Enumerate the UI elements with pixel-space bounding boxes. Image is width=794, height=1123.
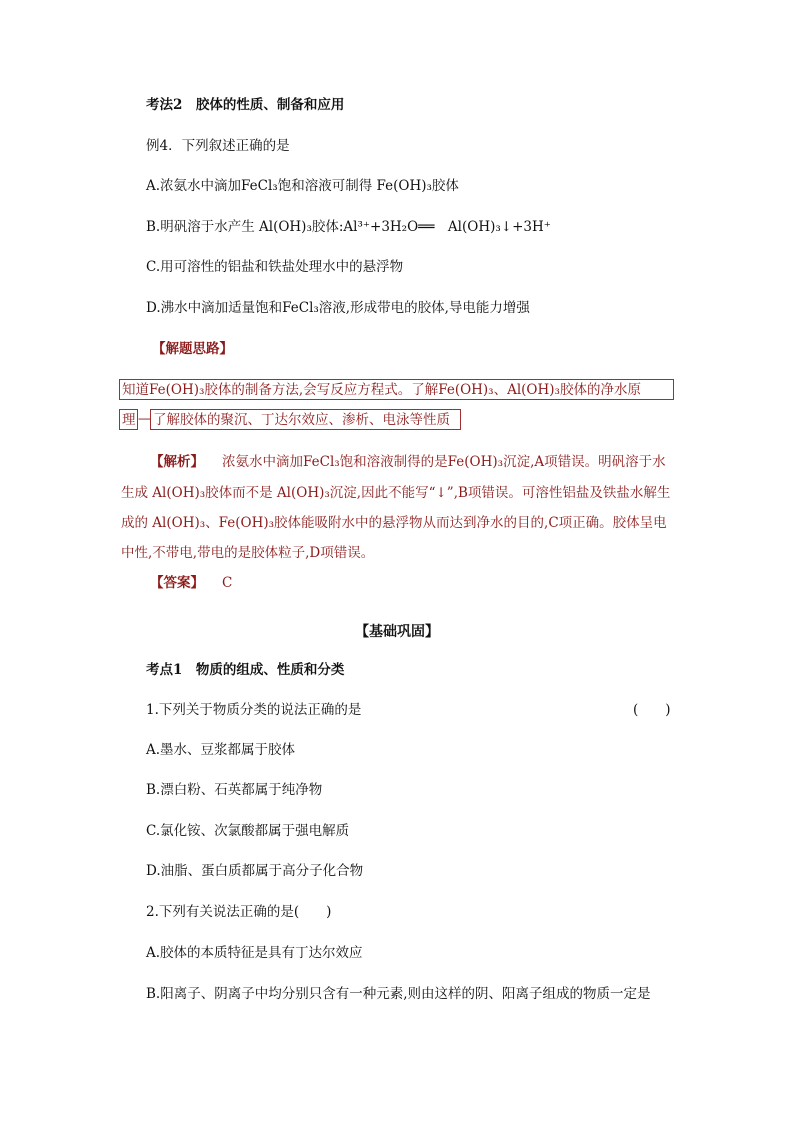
thinking-box-line2-start: 理 — [119, 409, 138, 430]
thinking-dash: — — [138, 411, 152, 427]
analysis-line3: 成的 Al(OH)₃、Fe(OH)₃胶体能吸附水中的悬浮物从而达到净水的目的,C项正确。胶体呈电 — [121, 515, 667, 531]
thinking-label: 【解题思路】 — [152, 341, 233, 357]
q2-option-b: B.阳离子、阴离子中均分别只含有一种元素,则由这样的阴、阳离子组成的物质一定是 — [146, 986, 651, 1002]
basic-section-title: 【基础巩固】 — [355, 624, 439, 640]
thinking-box-line2-rest: 了解胶体的聚沉、丁达尔效应、渗析、电泳等性质 — [150, 409, 461, 430]
answer-label: 【答案】 — [150, 575, 204, 591]
analysis-line4: 中性,不带电,带电的是胶体粒子,D项错误。 — [121, 545, 375, 561]
analysis-line1-wrap — [150, 452, 666, 472]
q1-option-d: D.油脂、蛋白质都属于高分子化合物 — [146, 863, 364, 879]
kaodian1-heading: 考点1 物质的组成、性质和分类 — [146, 662, 345, 678]
example4-option-b: B.明矾溶于水产生 Al(OH)₃胶体:Al³⁺+3H₂O══ Al(OH)₃↓+3H⁺ — [146, 219, 551, 235]
q1-stem: 1.下列关于物质分类的说法正确的是 — [146, 702, 362, 718]
analysis-line2: 生成 Al(OH)₃胶体而不是 Al(OH)₃沉淀,因此不能写“↓”,B项错误。可溶性铝盐及铁盐水解生 — [121, 485, 671, 501]
section-heading-method2: 考法2 胶体的性质、制备和应用 — [146, 97, 345, 113]
q1-option-b: B.漂白粉、石英都属于纯净物 — [146, 782, 323, 798]
example4-stem: 例4．下列叙述正确的是 — [146, 138, 290, 154]
example4-option-d: D.沸水中滴加适量饱和FeCl₃溶液,形成带电的胶体,导电能力增强 — [146, 300, 530, 316]
example4-option-a: A.浓氨水中滴加FeCl₃饱和溶液可制得 Fe(OH)₃胶体 — [146, 178, 459, 194]
thinking-box-line1: 知道Fe(OH)₃胶体的制备方法,会写反应方程式。了解Fe(OH)₃、Al(OH)₃胶体的净水原 — [119, 379, 674, 400]
q2-option-a: A.胶体的本质特征是具有丁达尔效应 — [146, 945, 363, 961]
analysis-line1: 浓氨水中滴加FeCl₃饱和溶液制得的是Fe(OH)₃沉淀,A项错误。明矾溶于水 — [222, 454, 666, 470]
q1-option-c: C.氯化铵、次氯酸都属于强电解质 — [146, 823, 350, 839]
example4-option-c: C.用可溶性的铝盐和铁盐处理水中的悬浮物 — [146, 259, 404, 275]
answer-line — [150, 573, 232, 593]
answer-value: C — [222, 575, 233, 591]
q1-answer-parens: ( ) — [633, 702, 671, 718]
analysis-label: 【解析】 — [150, 454, 204, 470]
q1-option-a: A.墨水、豆浆都属于胶体 — [146, 742, 296, 758]
q2-stem: 2.下列有关说法正确的是( ) — [146, 904, 332, 920]
